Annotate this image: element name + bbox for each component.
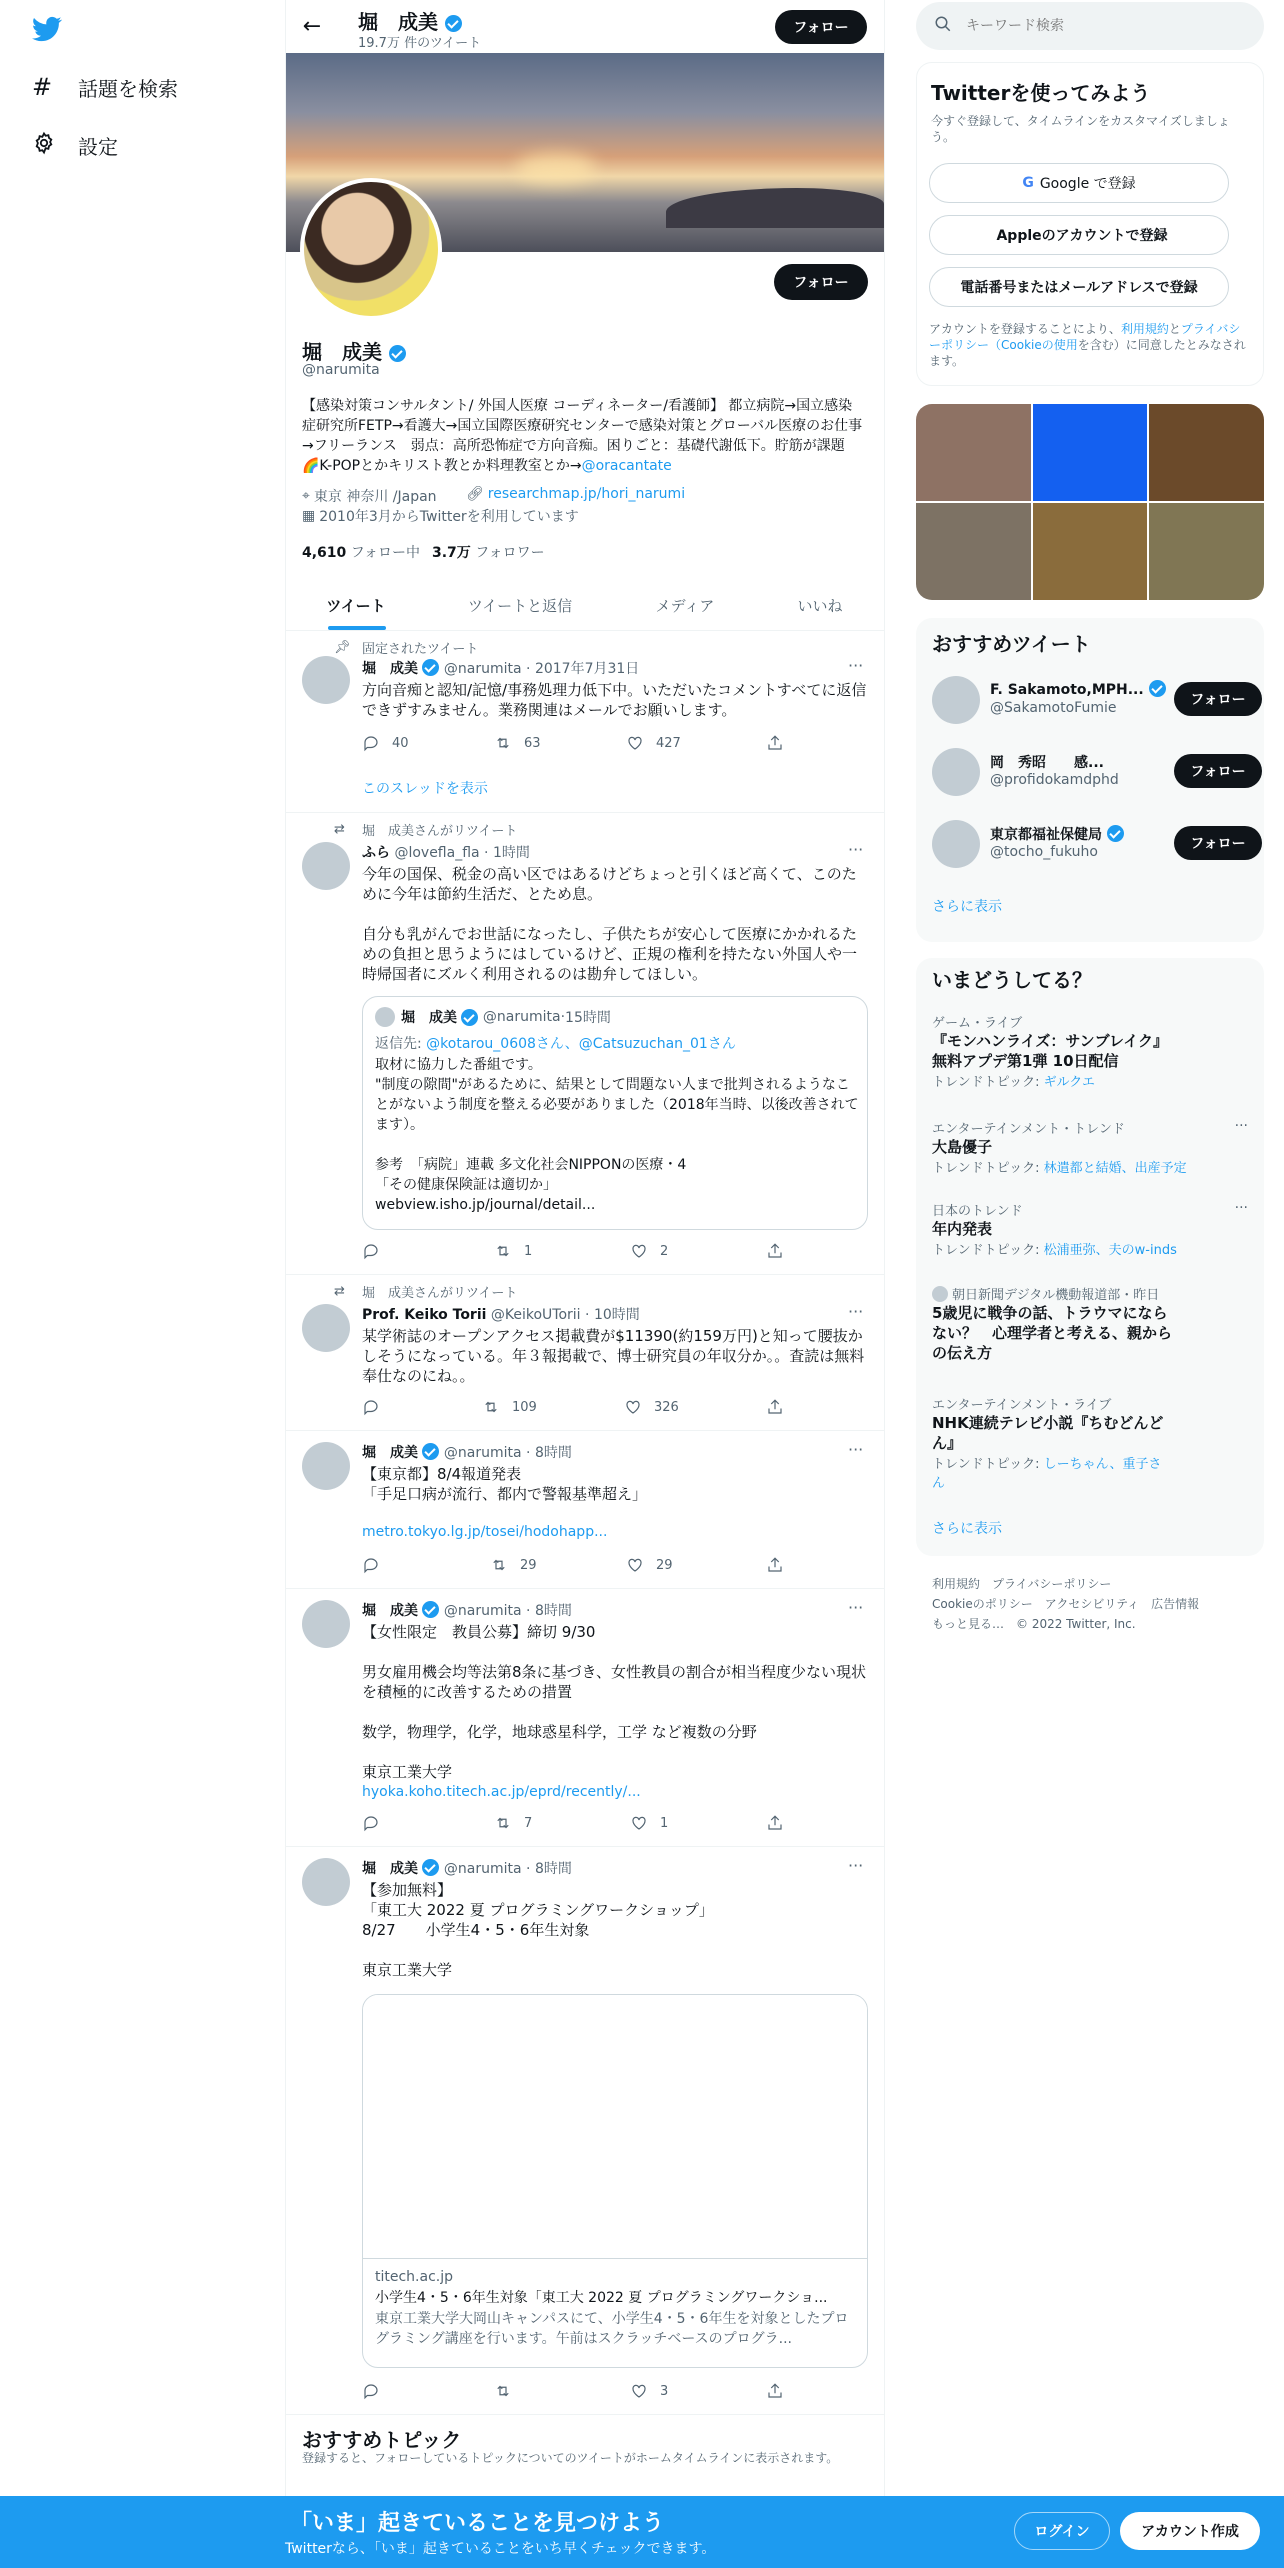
- tweet-link[interactable]: metro.tokyo.lg.jp/tosei/hodohapp...: [362, 1524, 608, 1540]
- retweet-button[interactable]: 1: [494, 1242, 532, 1260]
- email-signup-button[interactable]: 電話番号またはメールアドレスで登録: [929, 267, 1229, 307]
- tweet-header: 堀 成美 @narumita · 2017年7月31日: [362, 661, 640, 677]
- media-thumb[interactable]: [1033, 404, 1148, 501]
- heart-icon: [630, 1814, 648, 1832]
- tweet-text: 今年の国保、税金の高い区ではあるけどちょっと引くほど高くて、このために今年は節約生活だ、とため息。 自分も乳がんでお世話になったし、子供たちが安心して医療にかかれるための負担と思うようにはしているけど、正規の権利を持たない外国人や一時帰国者にズルく利用されるのは勘弁してほしい。: [362, 865, 858, 983]
- trends-panel: [916, 958, 1264, 1556]
- card-domain: titech.ac.jp: [375, 2269, 454, 2285]
- retweet-button[interactable]: 109: [482, 1398, 537, 1416]
- retweet-icon: [494, 1814, 512, 1832]
- like-button[interactable]: 29: [626, 1556, 673, 1574]
- tweet-text: 某学術誌のオープンアクセス掲載費が$11390(約159万円)と知って腰抜かしそうになっている。年３報掲載で、博士研究員の年収分か。。査読は無料奉仕なのにね。。: [362, 1327, 865, 1385]
- reply-icon: [362, 2382, 380, 2400]
- profile-avatar[interactable]: [300, 178, 442, 320]
- news-source-avatar: [932, 1286, 948, 1302]
- who-to-follow-title: おすすめツイート: [932, 632, 1091, 656]
- quote-reply-to: 返信先: @kotarou_0608さん、@Catsuzuchan_01さん: [375, 1036, 736, 1052]
- show-more-link[interactable]: さらに表示: [932, 899, 1002, 915]
- banner-sun-glow: [516, 153, 596, 183]
- reply-icon: [362, 1556, 380, 1574]
- suggestion-handle: @tocho_fukuho: [990, 844, 1098, 860]
- nav-settings-label: 設定: [78, 134, 118, 159]
- tweet-divider: [286, 1430, 884, 1431]
- like-button[interactable]: 326: [624, 1398, 679, 1416]
- profile-website[interactable]: 🔗︎ researchmap.jp/hori_narumi: [466, 486, 686, 502]
- tweet-divider: [286, 1274, 884, 1275]
- share-button[interactable]: [766, 1398, 796, 1416]
- media-grid: [916, 404, 1264, 600]
- profile-follow-button[interactable]: フォロー: [774, 264, 868, 300]
- reply-icon: [362, 1242, 380, 1260]
- tweet-header: 堀 成美 @narumita · 8時間: [362, 1861, 572, 1877]
- profile-bio: 【感染対策コンサルタント/ 外国人医療 コーディネーター/看護師】 都立病院→国立感染症研究所FETP→看護大→国立国際医療研究センターで感染対策とグローバル医療のお仕事→フリーランス 弱点：高所恐怖症で方向音痴。困りごと：基礎代謝低下。貯筋が課題 🌈K-POPとかキリスト教とか料理教室とか→@oracantate: [302, 398, 863, 474]
- tweet-text: 【東京都】8/4報道発表 「手足口病が流行、都内で警報基準超え」: [362, 1465, 648, 1503]
- header-name: 堀 成美: [358, 6, 462, 35]
- back-arrow-icon[interactable]: ←: [302, 13, 322, 39]
- share-button[interactable]: [766, 734, 796, 752]
- share-icon: [766, 1242, 784, 1260]
- card-image: [363, 1995, 867, 2259]
- tweet-avatar[interactable]: [302, 656, 350, 704]
- trend-item[interactable]: ゲーム・ライブ 『モンハンライズ：サンブレイク』無料アプデ第1弾 10日配信 トレンドトピック: ギルクエ: [932, 1016, 1161, 1090]
- center-border-left: [285, 0, 286, 2568]
- twitter-logo-icon[interactable]: [32, 14, 64, 42]
- reply-button[interactable]: [362, 1398, 392, 1416]
- share-icon: [766, 1814, 784, 1832]
- suggestion-avatar: [932, 748, 980, 796]
- quote-avatar: [375, 1007, 395, 1027]
- center-border-right: [884, 0, 885, 2568]
- tab-likes[interactable]: いいね: [797, 596, 843, 615]
- tweet-divider: [286, 2414, 884, 2415]
- tab-tweets[interactable]: ツイート: [286, 580, 426, 630]
- suggestion-avatar: [932, 676, 980, 724]
- trend-more-icon[interactable]: ···: [1234, 1200, 1248, 1216]
- more-icon[interactable]: ···: [848, 840, 864, 859]
- reply-button[interactable]: [362, 1242, 392, 1260]
- signup-title: Twitterを使ってみよう: [931, 81, 1151, 105]
- google-icon: G: [1022, 175, 1034, 191]
- quote-header: 堀 成美 @narumita · 15時間: [375, 1007, 611, 1027]
- trend-item[interactable]: エンターテインメント・ライブ NHK連続テレビ小説『ちむどんどん』 トレンドトピック: しーちゃん、重子さん: [932, 1398, 1164, 1491]
- retweet-icon: [490, 1556, 508, 1574]
- tab-media[interactable]: メディア: [655, 596, 715, 615]
- footer-links[interactable]: 利用規約 プライバシーポリシー Cookieのポリシー アクセシビリティ 広告情報 もっと見る… © 2022 Twitter, Inc.: [932, 1577, 1200, 1631]
- share-icon: [766, 1398, 784, 1416]
- tweet-link[interactable]: hyoka.koho.titech.ac.jp/eprd/recently/...: [362, 1784, 641, 1800]
- tweet-avatar[interactable]: [302, 1600, 350, 1648]
- tweet-text: 【参加無料】 「東工大 2022 夏 プログラミングワークショップ」 8/27 小学生4・5・6年生対象 東京工業大学: [362, 1881, 714, 1979]
- more-icon[interactable]: ···: [848, 1302, 864, 1321]
- retweet-button[interactable]: 63: [494, 734, 541, 752]
- quote-tweet[interactable]: [362, 996, 868, 1230]
- link-card[interactable]: [362, 1994, 868, 2368]
- card-description: 東京工業大学大岡山キャンパスにて、小学生4・5・6年生を対象としたプログラミング講座を行います。午前はスクラッチベースのプログラ...: [375, 2311, 849, 2347]
- verified-badge-icon: [445, 15, 462, 32]
- trend-item[interactable]: エンターテインメント・トレンド 大島優子 トレンドトピック: 林遣都と結婚、出産予定 ···: [932, 1118, 1248, 1176]
- bio-link[interactable]: @oracantate: [581, 458, 672, 474]
- profile-joined: ▦ 2010年3月からTwitterを利用しています: [302, 508, 579, 525]
- retweet-context-icon: ⇄: [334, 1284, 345, 1299]
- nav-settings[interactable]: [32, 128, 118, 162]
- more-icon[interactable]: ···: [848, 656, 864, 675]
- suggestion-follow-button[interactable]: フォロー: [1174, 826, 1262, 860]
- share-icon: [766, 1556, 784, 1574]
- media-thumb[interactable]: [916, 503, 1031, 600]
- card-title: 小学生4・5・6年生対象「東工大 2022 夏 プログラミングワークショ...: [375, 2290, 828, 2306]
- trend-item[interactable]: 朝日新聞デジタル機動報道部・昨日 5歳児に戦争の話、トラウマにならない？ 心理学者と考える、親からの伝え方: [932, 1284, 1248, 1363]
- tweet-avatar[interactable]: [302, 1858, 350, 1906]
- tweet-divider: [286, 1846, 884, 1847]
- tab-tweets-replies[interactable]: ツイートと返信: [467, 596, 573, 615]
- reply-button[interactable]: [362, 2382, 392, 2400]
- media-thumb[interactable]: [1149, 404, 1264, 501]
- retweet-button[interactable]: [494, 2382, 524, 2400]
- media-thumb[interactable]: [1033, 503, 1148, 600]
- verified-badge-icon: [389, 345, 406, 362]
- show-thread-link[interactable]: このスレッドを表示: [362, 781, 488, 797]
- tweet-text: 方向音痴と認知/記憶/事務処理力低下中。いただいたコメントすべてに返信できずすみません。業務関連はメールでお願いします。: [362, 681, 867, 719]
- gear-icon: [32, 131, 58, 159]
- retweet-icon: [494, 1242, 512, 1260]
- search-icon: [934, 15, 952, 37]
- google-signup-button[interactable]: G Google で登録: [929, 163, 1229, 203]
- like-button[interactable]: 1: [630, 1814, 668, 1832]
- share-button[interactable]: [766, 1242, 796, 1260]
- retweet-context: ⇄ 堀 成美さんがリツイート: [334, 1284, 518, 1301]
- tweet-count: 19.7万 件のツイート: [358, 36, 482, 51]
- share-icon: [766, 2382, 784, 2400]
- signup-terms: アカウントを登録することにより、利用規約とプライバシーポリシー（Cookieの使用を含む）に同意したとみなされます。: [929, 322, 1246, 368]
- tweet-text: 【女性限定 教員公募】締切 9/30 男女雇用機会均等法第8条に基づき、女性教員の割合が相当程度少ない現状を積極的に改善するための措置 数学，物理学，化学，地球惑星科学，工学 など複数の分野 東京工業大学: [362, 1623, 866, 1781]
- nav-explore-label: 話題を検索: [78, 76, 178, 101]
- like-button[interactable]: 2: [630, 1242, 668, 1260]
- follow-suggestion[interactable]: [932, 674, 1252, 724]
- search-box[interactable]: [916, 2, 1264, 50]
- calendar-icon: ▦: [302, 508, 316, 524]
- bottom-bar-subtitle: Twitterなら、「いま」起きていることをいち早くチェックできます。: [285, 2541, 716, 2557]
- verified-badge-icon: [422, 1859, 439, 1876]
- heart-icon: [626, 1556, 644, 1574]
- suggestion-follow-button[interactable]: フォロー: [1174, 754, 1262, 788]
- heart-icon: [630, 2382, 648, 2400]
- suggestion-follow-button[interactable]: フォロー: [1174, 682, 1262, 716]
- retweet-context: ⇄ 堀 成美さんがリツイート: [334, 822, 518, 839]
- trend-more-icon[interactable]: ···: [1234, 1118, 1248, 1134]
- tweet-avatar[interactable]: [302, 1304, 350, 1352]
- location-pin-icon: ⌖: [302, 488, 310, 504]
- pinned-context: 📌︎ 固定されたツイート: [334, 640, 479, 657]
- verified-badge-icon: [461, 1009, 478, 1026]
- bottom-bar-title: 「いま」起きていることを見つけよう: [290, 2511, 665, 2536]
- more-icon[interactable]: ···: [848, 1440, 864, 1459]
- verified-badge-icon: [1107, 825, 1124, 842]
- tweet-divider: [286, 1588, 884, 1589]
- search-input[interactable]: [966, 18, 1246, 34]
- media-thumb[interactable]: [916, 404, 1031, 501]
- retweet-button[interactable]: 7: [494, 1814, 532, 1832]
- suggestion-handle: @profidokamdphd: [990, 772, 1119, 788]
- profile-name: 堀 成美: [302, 336, 406, 365]
- suggestion-name: 岡 秀昭 感...: [990, 755, 1104, 771]
- reply-button[interactable]: [362, 1556, 392, 1574]
- heart-icon: [630, 1242, 648, 1260]
- reply-icon: [362, 1814, 380, 1832]
- trends-show-more[interactable]: さらに表示: [932, 1521, 1002, 1537]
- following-link[interactable]: 4,610 フォロー中: [302, 545, 421, 561]
- like-button[interactable]: 3: [630, 2382, 668, 2400]
- more-icon[interactable]: ···: [848, 1598, 864, 1617]
- tweet-header: 堀 成美 @narumita · 8時間: [362, 1603, 572, 1619]
- verified-badge-icon: [1149, 680, 1166, 697]
- reply-icon: [362, 734, 380, 752]
- topics-desc: 登録すると、フォローしているトピックについてのツイートがホームタイムラインに表示されます。: [302, 2451, 839, 2465]
- profile-handle: @narumita: [302, 362, 380, 378]
- retweet-icon: [482, 1398, 500, 1416]
- tweet-avatar[interactable]: [302, 1442, 350, 1490]
- more-icon[interactable]: ···: [848, 1856, 864, 1875]
- topics-title: おすすめトピック: [302, 2428, 462, 2452]
- tweet-divider: [286, 812, 884, 813]
- verified-badge-icon: [422, 1601, 439, 1618]
- tweet-header: 堀 成美 @narumita · 8時間: [362, 1445, 572, 1461]
- tweet-avatar[interactable]: [302, 842, 350, 890]
- media-thumb[interactable]: [1149, 503, 1264, 600]
- tabs-divider: [286, 630, 884, 631]
- retweet-icon: [494, 2382, 512, 2400]
- share-button[interactable]: [766, 2382, 796, 2400]
- tweet-header: ふら @lovefla_fla · 1時間: [362, 845, 530, 861]
- suggestion-avatar: [932, 820, 980, 868]
- verified-badge-icon: [422, 1443, 439, 1460]
- header-follow-button[interactable]: フォロー: [775, 10, 867, 44]
- trends-title: いまどうしてる？: [932, 968, 1092, 992]
- follow-suggestion[interactable]: [932, 746, 1252, 796]
- suggestion-name: F. Sakamoto,MPH...: [990, 680, 1166, 698]
- signup-button[interactable]: アカウント作成: [1120, 2512, 1260, 2550]
- suggestion-name: 東京都福祉保健局: [990, 824, 1124, 844]
- heart-icon: [626, 734, 644, 752]
- retweet-button[interactable]: 29: [490, 1556, 537, 1574]
- tweet-header: Prof. Keiko Torii @KeikoUTorii · 10時間: [362, 1307, 640, 1323]
- retweet-context-icon: ⇄: [334, 822, 345, 837]
- signup-panel: [916, 62, 1264, 386]
- banner-mountain: [666, 188, 884, 228]
- hashtag-icon: #: [32, 73, 53, 101]
- reply-button[interactable]: 40: [362, 734, 409, 752]
- link-icon: 🔗︎: [466, 486, 484, 502]
- profile-location: ⌖ 東京 神奈川 /Japan: [302, 488, 437, 505]
- nav-explore[interactable]: [32, 70, 178, 104]
- apple-signup-button[interactable]: Appleのアカウントで登録: [929, 215, 1229, 255]
- heart-icon: [624, 1398, 642, 1416]
- pin-icon: 📌︎: [334, 640, 351, 655]
- like-button[interactable]: 427: [626, 734, 681, 752]
- share-button[interactable]: [766, 1814, 796, 1832]
- suggestion-handle: @SakamotoFumie: [990, 700, 1117, 716]
- login-button[interactable]: ログイン: [1014, 2512, 1110, 2550]
- who-to-follow-panel: [916, 618, 1264, 942]
- reply-button[interactable]: [362, 1814, 392, 1832]
- bottom-signup-bar: [0, 2496, 1284, 2568]
- follow-suggestion[interactable]: [932, 818, 1252, 868]
- trend-item[interactable]: 日本のトレンド 年内発表 トレンドトピック: 松浦亜弥、夫のw-inds ···: [932, 1200, 1248, 1258]
- share-button[interactable]: [766, 1556, 796, 1574]
- followers-link[interactable]: 3.7万 フォロワー: [432, 545, 545, 561]
- signup-desc: 今すぐ登録して、タイムラインをカスタマイズしましょう。: [931, 114, 1230, 144]
- share-icon: [766, 734, 784, 752]
- reply-icon: [362, 1398, 380, 1416]
- quote-text: 取材に協力した番組です。 "制度の隙間"があるために、結果として問題ない人まで批判されるようなことがないよう制度を整える必要がありました（2018年当時、以後改善されてます）。 参考 「病院」連載 多文化社会NIPPONの医療・4 「その健康保険証は適切か」 webview.isho.jp/journal/detail...: [375, 1057, 859, 1213]
- verified-badge-icon: [422, 659, 439, 676]
- retweet-icon: [494, 734, 512, 752]
